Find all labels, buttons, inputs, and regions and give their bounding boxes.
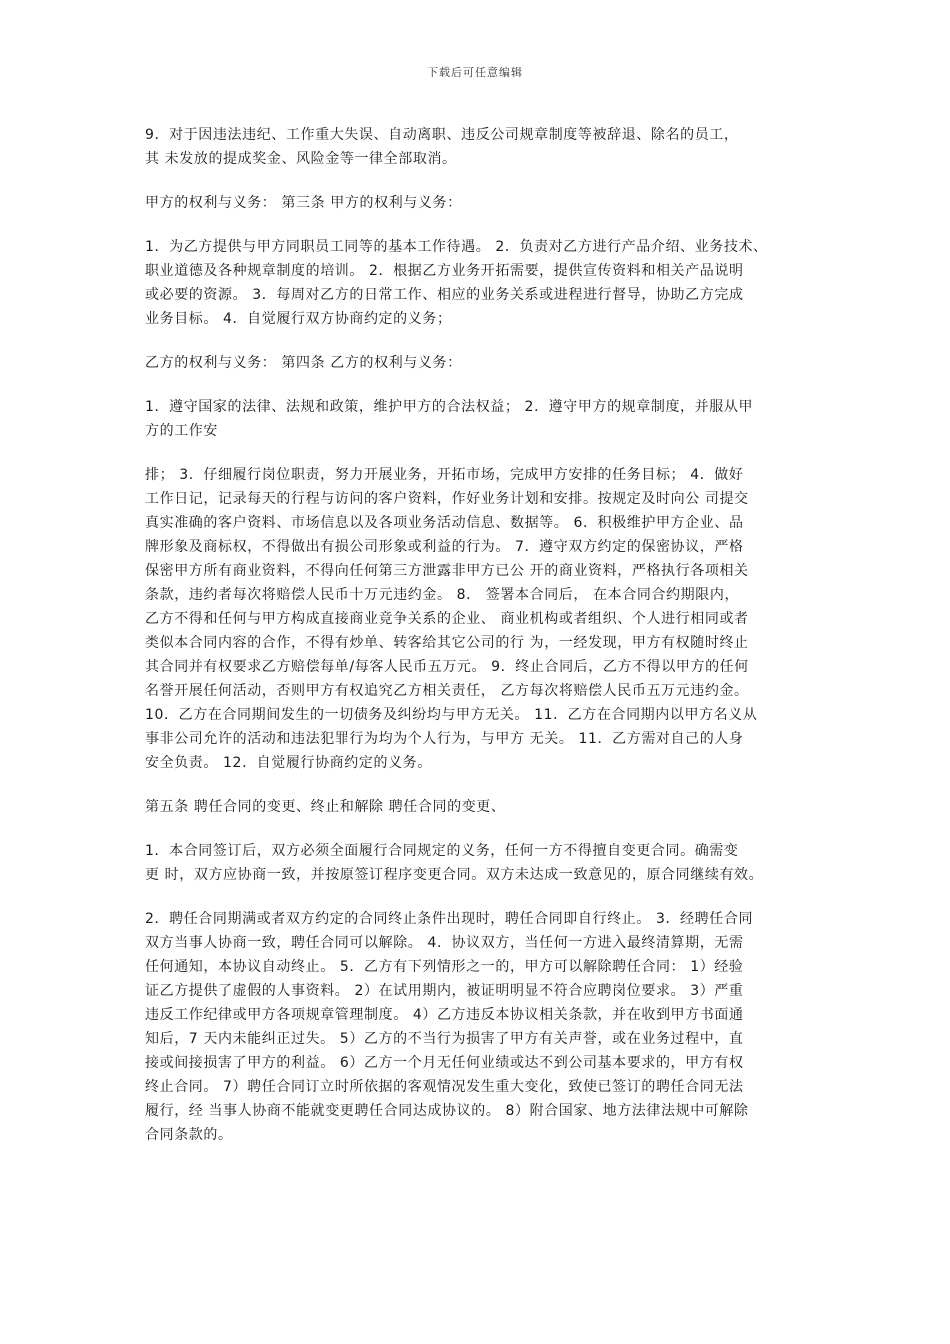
text-line: 知后，7 天内未能纠正过失。 5）乙方的不当行为损害了甲方有关声誉，或在业务过程中，直 [145,1031,744,1047]
paragraph [145,463,817,775]
paragraph [145,839,817,887]
text-line: 双方当事人协商一致，聘任合同可以解除。 4．协议双方，当任何一方进入最终清算期，无需 [145,935,744,951]
text-line: 类似本合同内容的合作，不得有炒单、转客给其它公司的行 为，一经发现，甲方有权随时终止 [145,635,749,651]
text-line: 事非公司允许的活动和违法犯罪行为均为个人行为，与甲方 无关。 11．乙方需对自己的人身 [145,731,744,747]
text-line: 条款，违约者每次将赔偿人民币十万元违约金。 8． 签署本合同后， 在本合同合约期限内， [145,587,740,603]
text-line: 排； 3．仔细履行岗位职责，努力开展业务，开拓市场，完成甲方安排的任务目标； 4．做好 [145,467,744,483]
text-line: 2．聘任合同期满或者双方约定的合同终止条件出现时，聘任合同即自行终止。 3．经聘任合同 [145,911,754,927]
text-line: 其 未发放的提成奖金、风险金等一律全部取消。 [145,151,457,167]
paragraph [145,795,817,819]
text-line: 职业道德及各种规章制度的培训。 2．根据乙方业务开拓需要，提供宣传资料和相关产品说明 [145,263,744,279]
text-line: 方的工作安 [145,423,218,439]
text-line: 名誉开展任何活动，否则甲方有权追究乙方相关责任， 乙方每次将赔偿人民币五万元违约金。 [145,683,749,699]
text-line: 真实准确的客户资料、市场信息以及各项业务活动信息、数据等。 6．积极维护甲方企业、品 [145,515,744,531]
text-line: 乙方不得和任何与甲方构成直接商业竞争关系的企业、 商业机构或者组织、个人进行相同或者 [145,611,749,627]
text-line: 乙方的权利与义务： 第四条 乙方的权利与义务： [145,355,462,371]
text-line: 业务目标。 4．自觉履行双方协商约定的义务； [145,311,452,327]
text-line: 10．乙方在合同期间发生的一切债务及纠纷均与甲方无关。 11．乙方在合同期内以甲方名义从 [145,707,758,723]
paragraph [145,123,817,171]
paragraph [145,235,817,331]
paragraph [145,395,817,443]
text-line: 履行，经 当事人协商不能就变更聘任合同达成协议的。 8）附合国家、地方法律法规中可解除 [145,1103,749,1119]
text-line: 1．本合同签订后，双方必须全面履行合同规定的义务，任何一方不得擅自变更合同。确需变 [145,843,739,859]
page-header: 下载后可任意编辑 [427,66,523,79]
paragraph [145,351,817,375]
text-line: 1．为乙方提供与甲方同职员工同等的基本工作待遇。 2．负责对乙方进行产品介绍、业务技术、 [145,239,768,255]
text-line: 更 时，双方应协商一致，并按原签订程序变更合同。双方未达成一致意见的，原合同继续有效。 [145,867,764,883]
paragraph [145,907,817,1147]
text-line: 证乙方提供了虚假的人事资料。 2）在试用期内，被证明明显不符合应聘岗位要求。 3）严重 [145,983,744,999]
text-line: 终止合同。 7）聘任合同订立时所依据的客观情况发生重大变化，致使已签订的聘任合同无法 [145,1079,744,1095]
text-line: 其合同并有权要求乙方赔偿每单/每客人民币五万元。 9．终止合同后，乙方不得以甲方的任何 [145,659,749,675]
text-line: 1．遵守国家的法律、法规和政策，维护甲方的合法权益； 2．遵守甲方的规章制度，并服从甲 [145,399,754,415]
text-line: 第五条 聘任合同的变更、终止和解除 聘任合同的变更、 [145,799,506,815]
text-line: 保密甲方所有商业资料，不得向任何第三方泄露非甲方已公 开的商业资料，严格执行各项相关 [145,563,749,579]
text-line: 合同条款的。 [145,1127,233,1143]
text-line: 安全负责。 12．自觉履行协商约定的义务。 [145,755,432,771]
document-body [145,123,817,1167]
text-line: 9．对于因违法违纪、工作重大失误、自动离职、违反公司规章制度等被辞退、除名的员工， [145,127,739,143]
text-line: 接或间接损害了甲方的利益。 6）乙方一个月无任何业绩或达不到公司基本要求的，甲方有权 [145,1055,744,1071]
text-line: 违反工作纪律或甲方各项规章管理制度。 4）乙方违反本协议相关条款，并在收到甲方书面通 [145,1007,744,1023]
text-line: 任何通知，本协议自动终止。 5．乙方有下列情形之一的，甲方可以解除聘任合同： 1）经验 [145,959,744,975]
text-line: 工作日记，记录每天的行程与访问的客户资料，作好业务计划和安排。按规定及时向公 司提交 [145,491,749,507]
text-line: 牌形象及商标权，不得做出有损公司形象或利益的行为。 7．遵守双方约定的保密协议，严格 [145,539,744,555]
text-line: 甲方的权利与义务： 第三条 甲方的权利与义务： [145,195,462,211]
paragraph [145,191,817,215]
text-line: 或必要的资源。 3．每周对乙方的日常工作、相应的业务关系或进程进行督导，协助乙方完成 [145,287,744,303]
